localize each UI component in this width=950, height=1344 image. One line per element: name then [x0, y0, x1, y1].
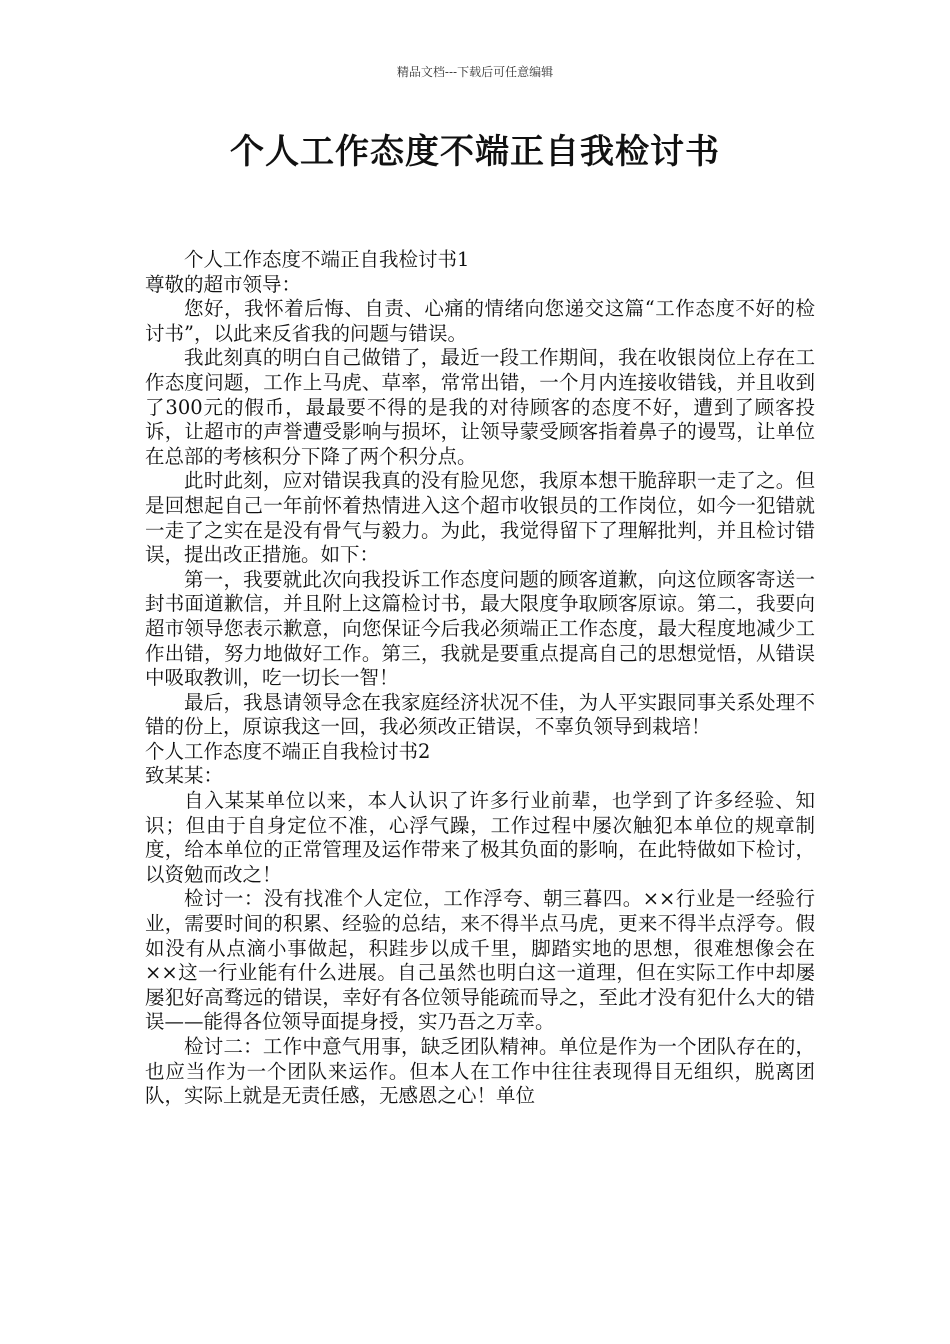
- paragraph: 检讨一：没有找准个人定位，工作浮夸、朝三暮四。××行业是一经验行业，需要时间的积累、经验的总结，来不得半点马虎，更来不得半点浮夸。假如没有从点滴小事做起，积跬步以成千里，脚踏实地的思想，很难想像会在××这一行业能有什么进展。自己虽然也明白这一道理，但在实际工作中却屡屡犯好高骛远的错误，幸好有各位领导能疏而导之，至此才没有犯什么大的错误——能得各位领导面提身授，实乃吾之万幸。: [145, 887, 815, 1034]
- paragraph: 检讨二：工作中意气用事，缺乏团队精神。单位是作为一个团队存在的，也应当作为一个团队来运作。但本人在工作中往往表现得目无组织，脱离团队，实际上就是无责任感，无感恩之心！单位: [145, 1035, 815, 1108]
- page-header-note: 精品文档---下载后可任意编辑: [396, 65, 554, 79]
- salutation-2: 致某某：: [145, 764, 224, 788]
- paragraph: 最后，我恳请领导念在我家庭经济状况不佳，为人平实跟同事关系处理不错的份上，原谅我这一回，我必须改正错误，不辜负领导到栽培！: [145, 690, 815, 739]
- document-title: 个人工作态度不端正自我检讨书: [230, 132, 720, 172]
- paragraph: 第一，我要就此次向我投诉工作态度问题的顾客道歉，向这位顾客寄送一封书面道歉信，并且附上这篇检讨书，最大限度争取顾客原谅。第二，我要向超市领导您表示歉意，向您保证今后我必须端正工作态度，最大程度地减少工作出错，努力地做好工作。第三，我就是要重点提高自己的思想觉悟，从错误中吸取教训，吃一切长一智！: [145, 567, 815, 690]
- document-body: [145, 248, 815, 1109]
- section-heading-2: 个人工作态度不端正自我检讨书2: [145, 739, 431, 763]
- paragraph: 自入某某单位以来，本人认识了许多行业前辈，也学到了许多经验、知识；但由于自身定位不准，心浮气躁，工作过程中屡次触犯本单位的规章制度，给本单位的正常管理及运作带来了极其负面的影响，在此特做如下检讨，以资勉而改之！: [145, 789, 815, 886]
- paragraph: 我此刻真的明白自己做错了，最近一段工作期间，我在收银岗位上存在工作态度问题，工作上马虎、草率，常常出错，一个月内连接收错钱，并且收到了300元的假币，最最要不得的是我的对待顾客的态度不好，遭到了顾客投诉，让超市的声誉遭受影响与损坏，让领导蒙受顾客指着鼻子的谩骂，让单位在总部的考核积分下降了两个积分点。: [145, 346, 815, 468]
- salutation-1: 尊敬的超市领导：: [145, 272, 302, 296]
- paragraph: 此时此刻，应对错误我真的没有脸见您，我原本想干脆辞职一走了之。但是回想起自己一年前怀着热情进入这个超市收银员的工作岗位，如今一犯错就一走了之实在是没有骨气与毅力。为此，我觉得留下了理解批判，并且检讨错误，提出改正措施。如下：: [145, 469, 815, 567]
- section-heading-1: 个人工作态度不端正自我检讨书1: [184, 248, 470, 271]
- paragraph: 您好，我怀着后悔、自责、心痛的情绪向您递交这篇“工作态度不好的检讨书”，以此来反省我的问题与错误。: [145, 297, 815, 345]
